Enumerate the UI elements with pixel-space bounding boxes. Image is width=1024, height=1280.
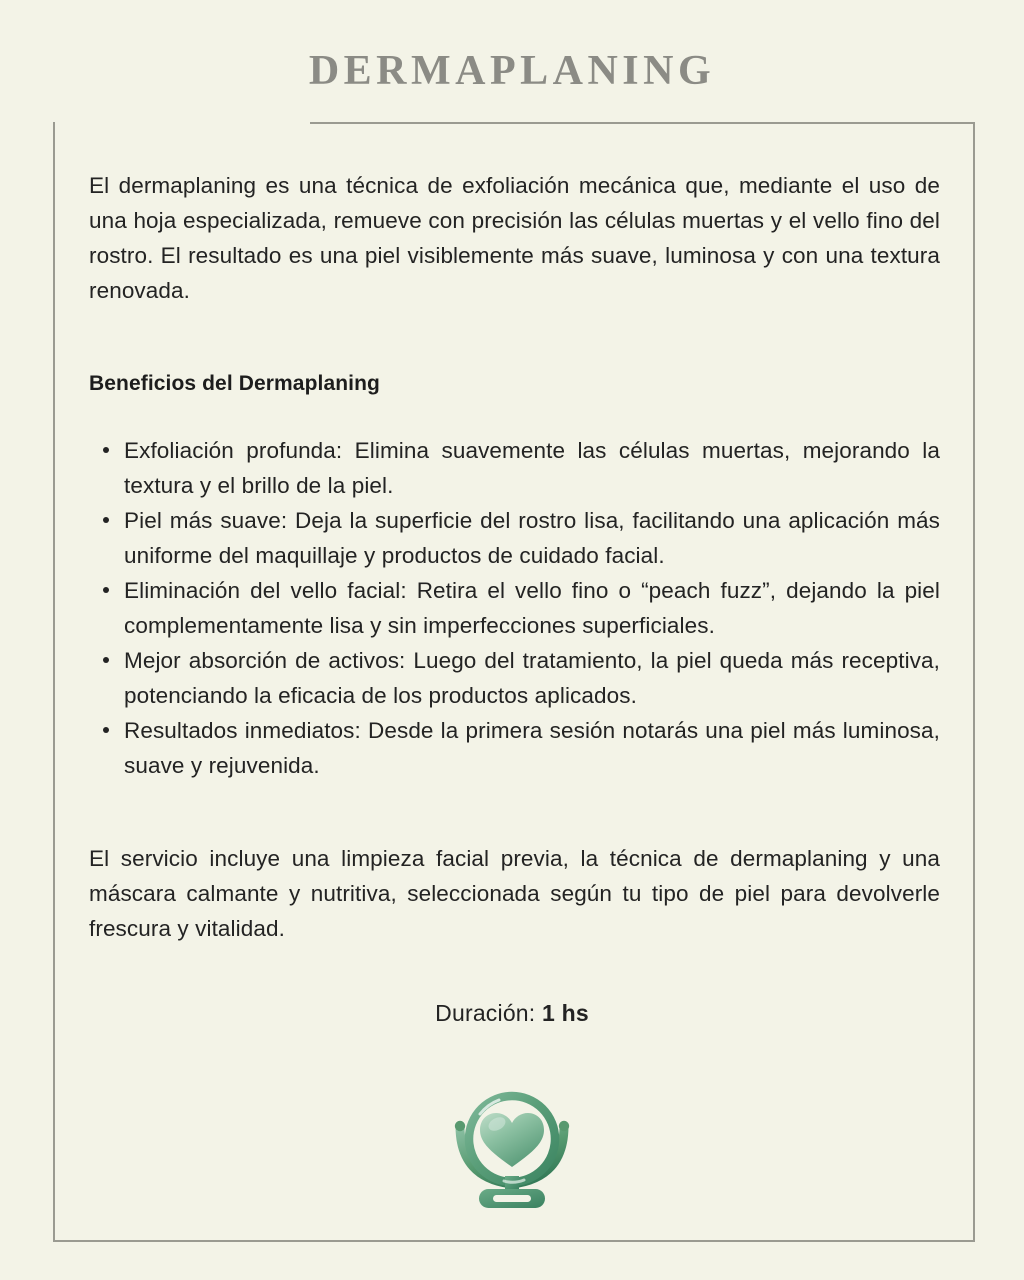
list-item-text: Piel más suave: Deja la superficie del rostro lisa, facilitando una aplicación más uniforme del maquillaje y productos de cuidado facial. (124, 508, 940, 568)
list-item-text: Resultados inmediatos: Desde la primera sesión notarás una piel más luminosa, suave y rejuvenida. (124, 718, 940, 778)
bullet-dot-icon (103, 657, 109, 663)
spacer (89, 308, 940, 372)
list-item (124, 643, 940, 713)
list-item-text: Eliminación del vello facial: Retira el vello fino o “peach fuzz”, dejando la piel complementamente lisa y sin imperfecciones superficiales. (124, 578, 940, 638)
mirror-heart-logo-icon (446, 1084, 578, 1208)
duration-label: Duración: (435, 1000, 536, 1026)
duration-value: 1 hs (542, 1000, 589, 1026)
list-item (124, 503, 940, 573)
list-item (124, 433, 940, 503)
list-item-text: Mejor absorción de activos: Luego del tratamiento, la piel queda más receptiva, potenciando la eficacia de los productos aplicados. (124, 648, 940, 708)
closing-paragraph: El servicio incluye una limpieza facial previa, la técnica de dermaplaning y una máscara calmante y nutritiva, seleccionada según tu tipo de piel para devolverle frescura y vitalidad. (89, 846, 940, 941)
bullet-dot-icon (103, 587, 109, 593)
benefits-list (89, 433, 940, 783)
spacer (89, 783, 940, 841)
bullet-dot-icon (103, 727, 109, 733)
list-item-text: Exfoliación profunda: Elimina suavemente las células muertas, mejorando la textura y el brillo de la piel. (124, 438, 940, 498)
intro-paragraph: El dermaplaning es una técnica de exfoliación mecánica que, mediante el uso de una hoja especializada, remueve con precisión las células muertas y el vello fino del rostro. El resultado es una piel visiblemente más suave, luminosa y con una textura renovada. (89, 173, 940, 303)
duration-line (0, 1000, 1024, 1027)
bullet-dot-icon (103, 447, 109, 453)
list-item (124, 573, 940, 643)
bullet-dot-icon (103, 517, 109, 523)
spacer (89, 396, 940, 433)
list-item (124, 713, 940, 783)
document-content (89, 168, 940, 946)
page-title: DERMAPLANING (308, 48, 716, 94)
benefits-heading: Beneficios del Dermaplaning (89, 372, 380, 395)
